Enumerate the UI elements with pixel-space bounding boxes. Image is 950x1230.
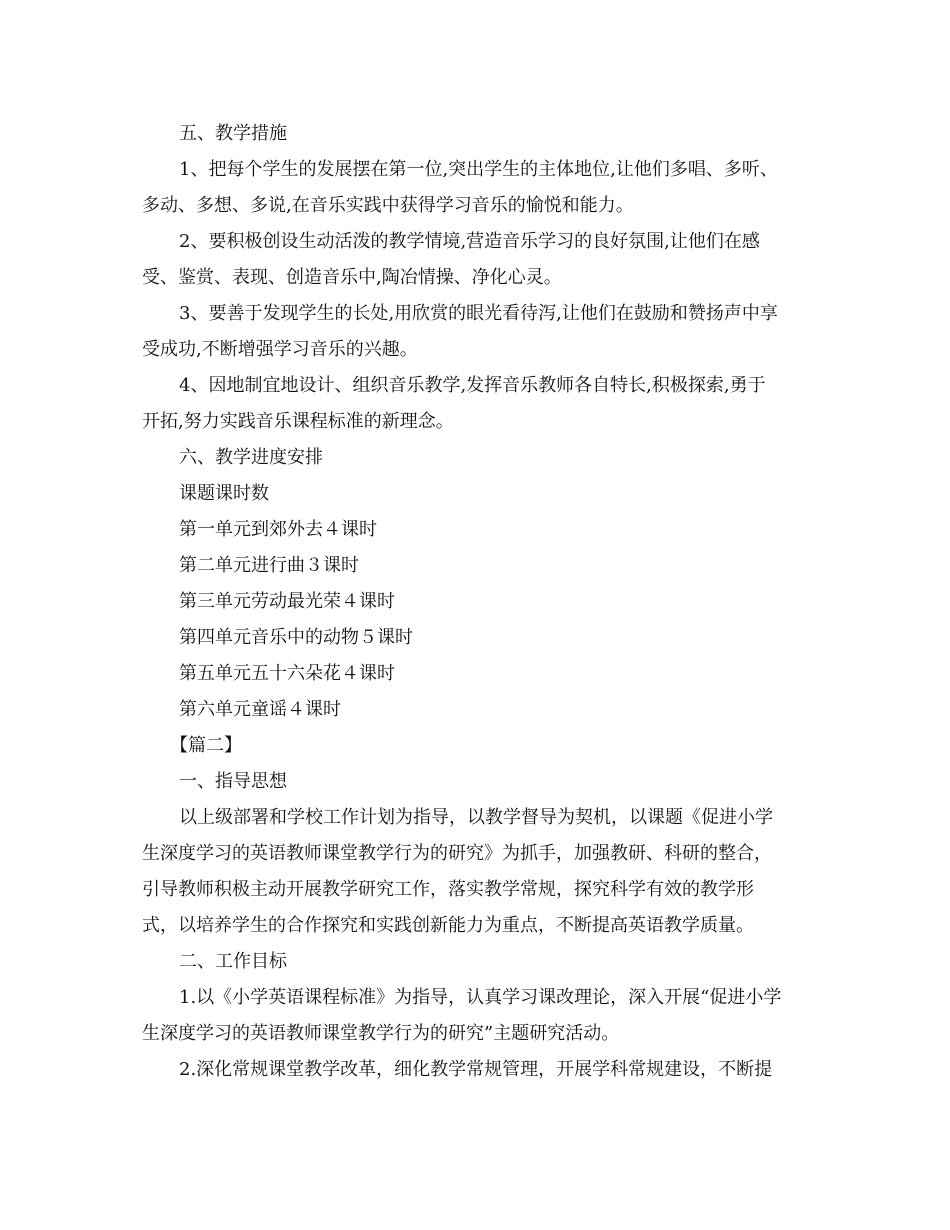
paragraph-line: 开拓,努力实践音乐课程标准的新理念。	[142, 411, 454, 432]
schedule-item: 第四单元音乐中的动物５课时	[179, 627, 413, 648]
schedule-item: 第五单元五十六朵花４课时	[179, 663, 395, 684]
paragraph-line: 以上级部署和学校工作计划为指导，以教学督导为契机，以课题《促进小学	[179, 807, 773, 828]
paragraph-line: 受成功,不断增强学习音乐的兴趣。	[142, 339, 418, 360]
section-heading: 二、工作目标	[179, 951, 287, 972]
schedule-item: 第三单元劳动最光荣４课时	[179, 591, 395, 612]
paragraph-line: 2.深化常规课堂教学改革，细化教学常规管理，开展学科常规建设，不断提	[179, 1059, 773, 1080]
paragraph-line: 1.以《小学英语课程标准》为指导，认真学习课改理论，深入开展“促进小学	[179, 987, 782, 1008]
document-body	[142, 116, 806, 1088]
paragraph-line: 生深度学习的英语教师课堂教学行为的研究》为抓手，加强教研、科研的整合，	[142, 843, 772, 864]
part-title: 【篇二】	[170, 735, 242, 756]
paragraph-line: 受、鉴赏、表现、创造音乐中,陶冶情操、净化心灵。	[142, 267, 562, 288]
paragraph-line: 1、把每个学生的发展摆在第一位,突出学生的主体地位,让他们多唱、多听、	[179, 159, 778, 180]
paragraph-line: 2、要积极创设生动活泼的教学情境,营造音乐学习的良好氛围,让他们在感	[179, 231, 760, 252]
schedule-item: 第二单元进行曲３课时	[179, 555, 359, 576]
schedule-header: 课题课时数	[179, 483, 269, 504]
paragraph-line: 式，以培养学生的合作探究和实践创新能力为重点，不断提高英语教学质量。	[142, 915, 754, 936]
section-heading: 六、教学进度安排	[179, 447, 323, 468]
paragraph-line: 引导教师积极主动开展教学研究工作，落实教学常规，探究科学有效的教学形	[142, 879, 754, 900]
paragraph-line: 生深度学习的英语教师课堂教学行为的研究”主题研究活动。	[142, 1023, 620, 1044]
section-heading: 一、指导思想	[179, 771, 287, 792]
paragraph-line: 多动、多想、多说,在音乐实践中获得学习音乐的愉悦和能力。	[142, 195, 634, 216]
paragraph-line: 3、要善于发现学生的长处,用欣赏的眼光看待泻,让他们在鼓励和赞扬声中享	[179, 303, 778, 324]
schedule-item: 第一单元到郊外去４课时	[179, 519, 377, 540]
paragraph-line: 4、因地制宜地设计、组织音乐教学,发挥音乐教师各自特长,积极探索,勇于	[179, 375, 766, 396]
schedule-item: 第六单元童谣４课时	[179, 699, 341, 720]
section-heading: 五、教学措施	[179, 123, 287, 144]
